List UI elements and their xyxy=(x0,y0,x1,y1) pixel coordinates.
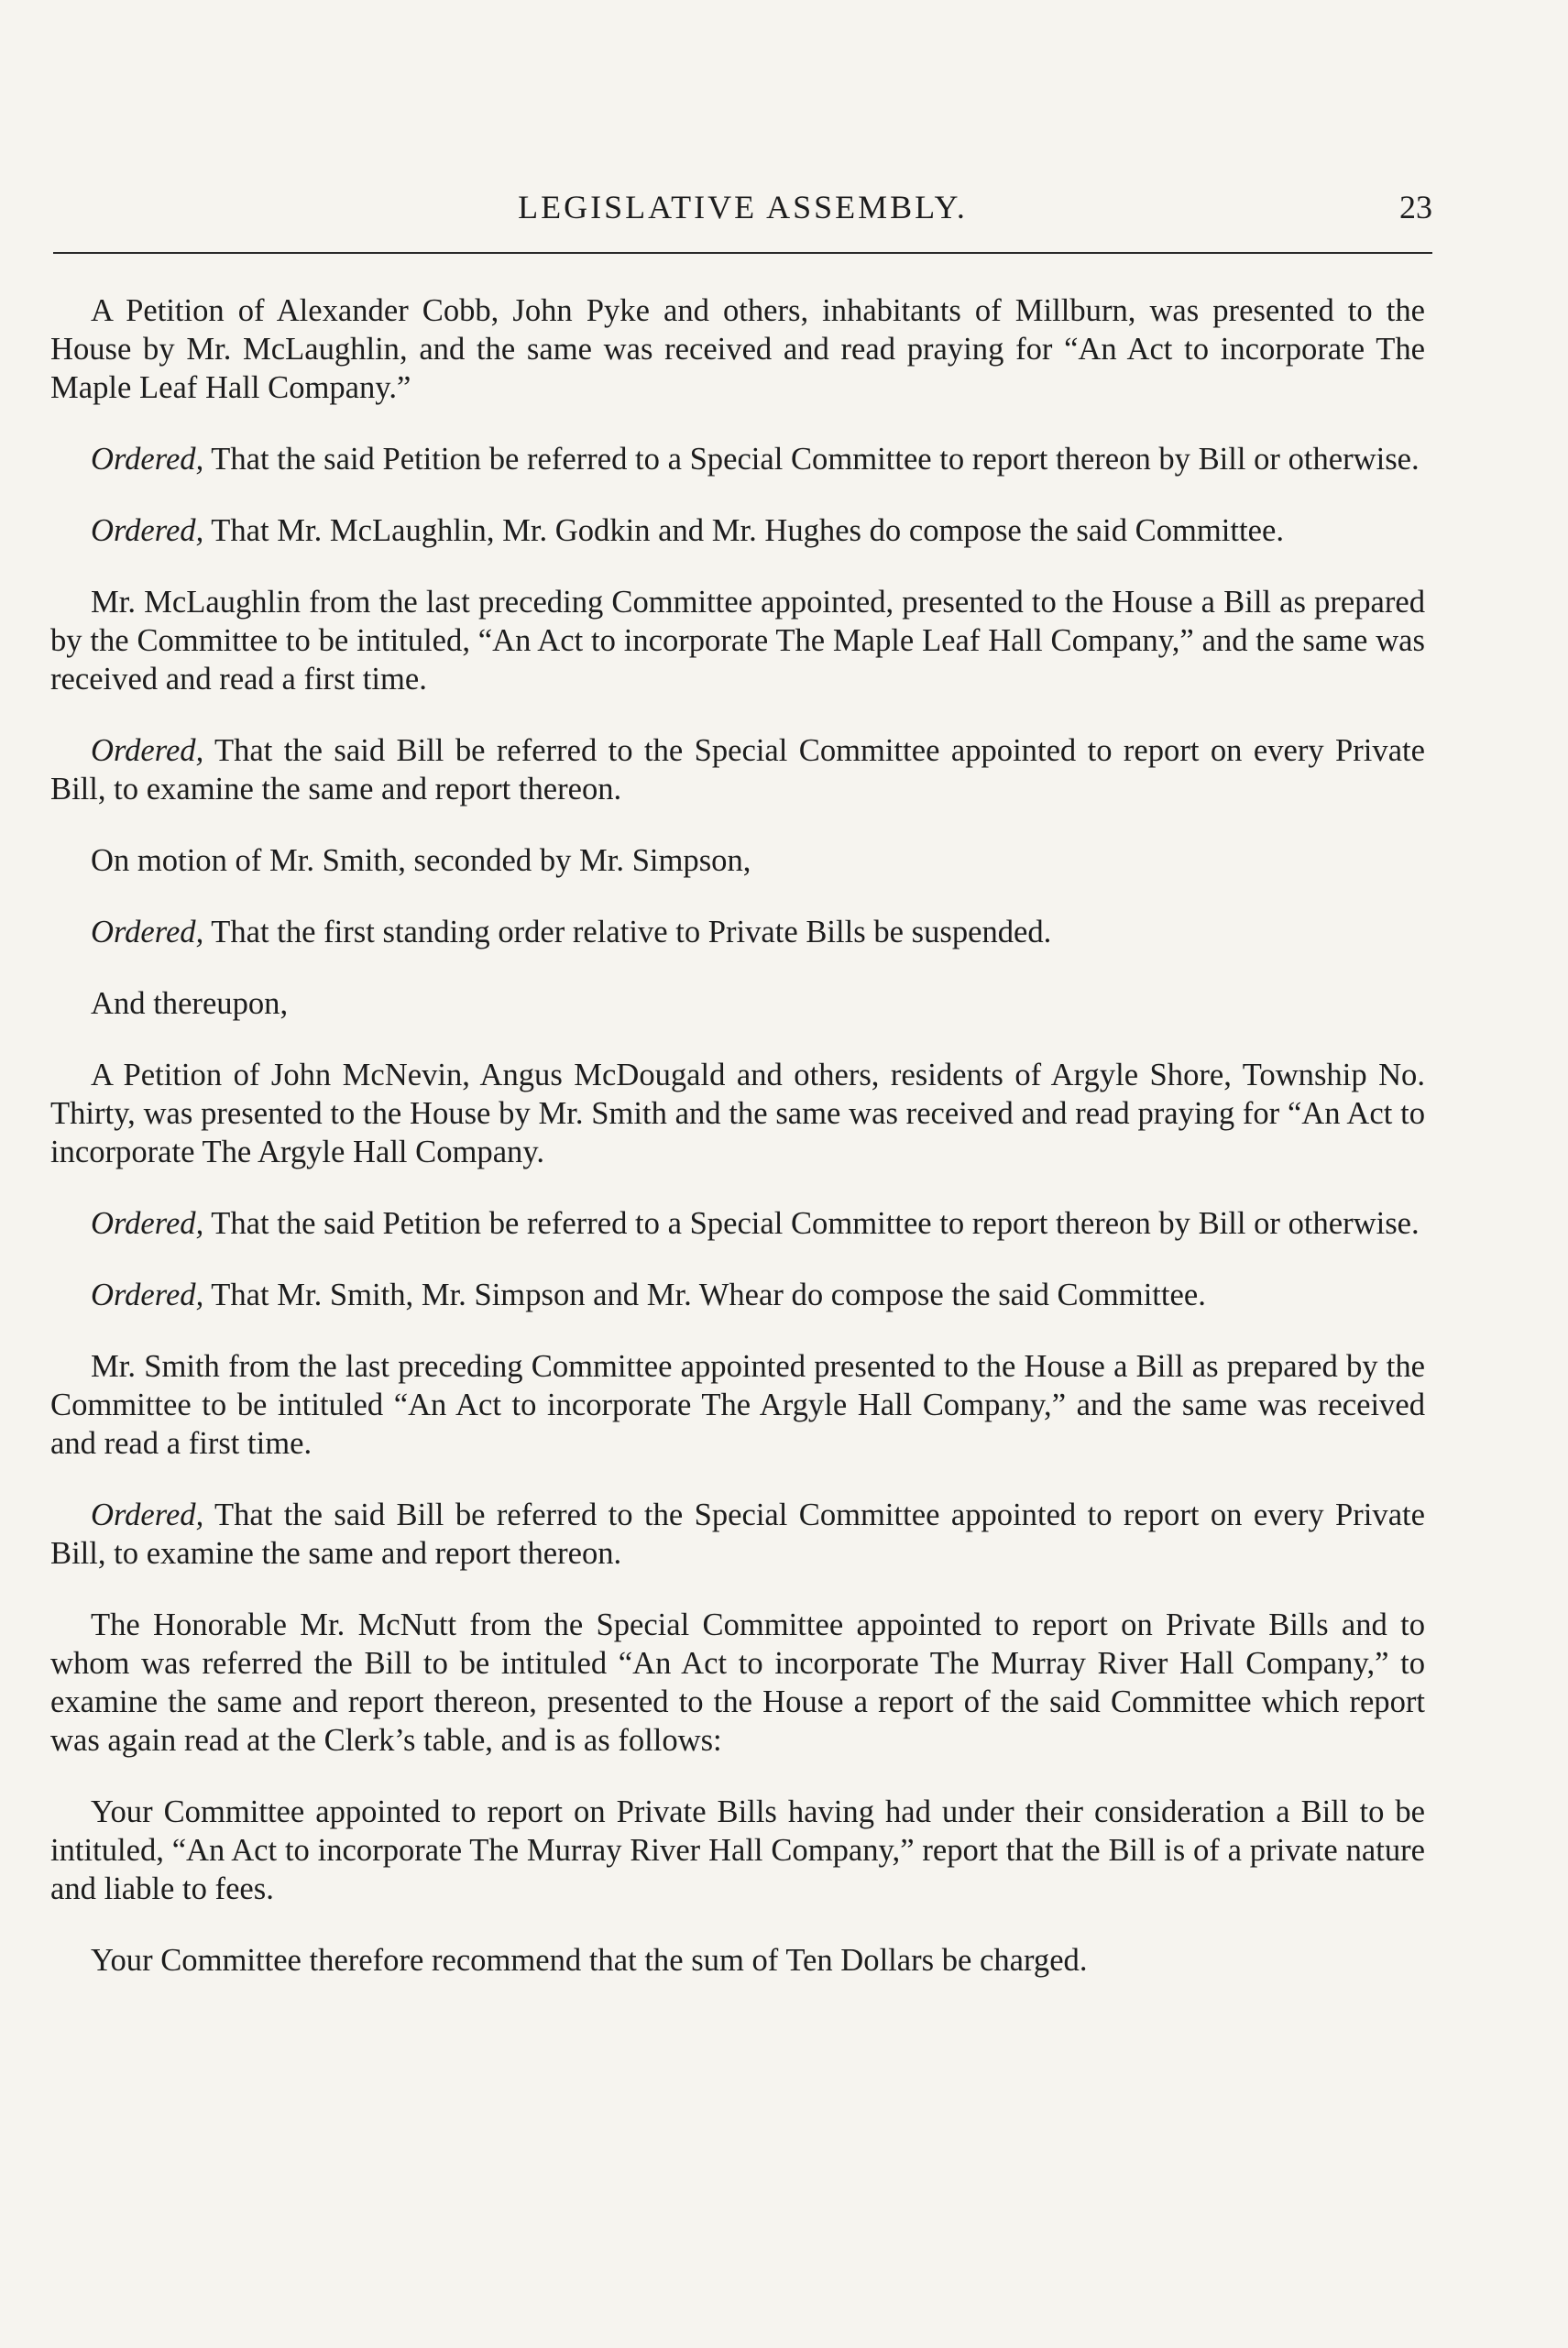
paragraph-text: That Mr. Smith, Mr. Simpson and Mr. Whear do compose the said Committee. xyxy=(203,1278,1206,1312)
paragraph-text: The Honorable Mr. McNutt from the Special Committee appointed to report on Private Bills and to whom was referred the Bill to be intituled “An Act to incorporate The Murray River Hall Company,” to examine the same and report thereon, presented to the House a report of the said Committee which report was again read at the Clerk’s table, and is as follows: xyxy=(50,1607,1425,1758)
paragraph-lead: Ordered, xyxy=(91,1498,204,1532)
paragraph xyxy=(50,1496,1425,1573)
paragraph-lead: Ordered, xyxy=(91,442,204,477)
paragraph-text: A Petition of Alexander Cobb, John Pyke and others, inhabitants of Millburn, was presented to the House by Mr. McLaughlin, and the same was received and read praying for “An Act to incorporate The Maple Leaf Hall Company.” xyxy=(50,293,1425,405)
paragraph-text: That the said Bill be referred to the Special Committee appointed to report on every Private Bill, to examine the same and report thereon. xyxy=(50,1498,1425,1571)
paragraph-text: Your Committee appointed to report on Private Bills having had under their consideration a Bill to be intituled, “An Act to incorporate The Murray River Hall Company,” report that the Bill is of a private nature and liable to fees. xyxy=(50,1794,1425,1906)
paragraph-text: That Mr. McLaughlin, Mr. Godkin and Mr. Hughes do compose the said Committee. xyxy=(203,513,1284,548)
paragraph-lead: Ordered, xyxy=(91,1278,204,1312)
paragraph xyxy=(50,1204,1425,1243)
running-title: LEGISLATIVE ASSEMBLY. xyxy=(518,189,968,225)
paragraph-lead: Ordered, xyxy=(91,1206,204,1241)
paragraph-lead: Ordered, xyxy=(91,733,204,768)
paragraph-text: Mr. Smith from the last preceding Committee appointed presented to the House a Bill as prepared by the Committee to be intituled “An Act to incorporate The Argyle Hall Company,” and the same was received and read a first time. xyxy=(50,1349,1425,1461)
paragraph-text: And thereupon, xyxy=(91,986,289,1021)
paragraph-lead: Ordered, xyxy=(91,513,204,548)
paragraph-text: That the first standing order relative to Private Bills be suspended. xyxy=(203,915,1052,949)
paragraph xyxy=(50,1941,1425,1980)
paragraph xyxy=(50,841,1425,880)
paragraph xyxy=(50,984,1425,1023)
page-number: 23 xyxy=(1399,189,1432,225)
header-rule xyxy=(53,252,1432,254)
paragraph xyxy=(50,291,1425,407)
paragraph-text: That the said Petition be referred to a Special Committee to report thereon by Bill or otherwise. xyxy=(203,1206,1420,1241)
paragraph xyxy=(50,1276,1425,1314)
paragraph-text: That the said Petition be referred to a Special Committee to report thereon by Bill or otherwise. xyxy=(203,442,1420,477)
paragraph xyxy=(50,1056,1425,1171)
paragraph-text: Your Committee therefore recommend that the sum of Ten Dollars be charged. xyxy=(91,1943,1088,1978)
paragraph-lead: Ordered, xyxy=(91,915,204,949)
paragraph-text: A Petition of John McNevin, Angus McDougald and others, residents of Argyle Shore, Township No. Thirty, was presented to the House by Mr. Smith and the same was received and read praying for “An Act to incorporate The Argyle Hall Company. xyxy=(50,1058,1425,1169)
paragraph xyxy=(50,1347,1425,1463)
paragraph xyxy=(50,583,1425,698)
paragraph-text: That the said Bill be referred to the Special Committee appointed to report on every Private Bill, to examine the same and report thereon. xyxy=(50,733,1425,806)
paragraph xyxy=(50,731,1425,808)
paragraph-text: On motion of Mr. Smith, seconded by Mr. Simpson, xyxy=(91,843,751,878)
paragraph xyxy=(50,1793,1425,1908)
body-text xyxy=(50,291,1425,2013)
page-header xyxy=(53,183,1432,238)
paragraph-text: Mr. McLaughlin from the last preceding Committee appointed, presented to the House a Bill as prepared by the Committee to be intituled, “An Act to incorporate The Maple Leaf Hall Company,” and the same was received and read a first time. xyxy=(50,585,1425,697)
paragraph xyxy=(50,1606,1425,1760)
paragraph xyxy=(50,511,1425,550)
paragraph xyxy=(50,440,1425,478)
paragraph xyxy=(50,913,1425,951)
